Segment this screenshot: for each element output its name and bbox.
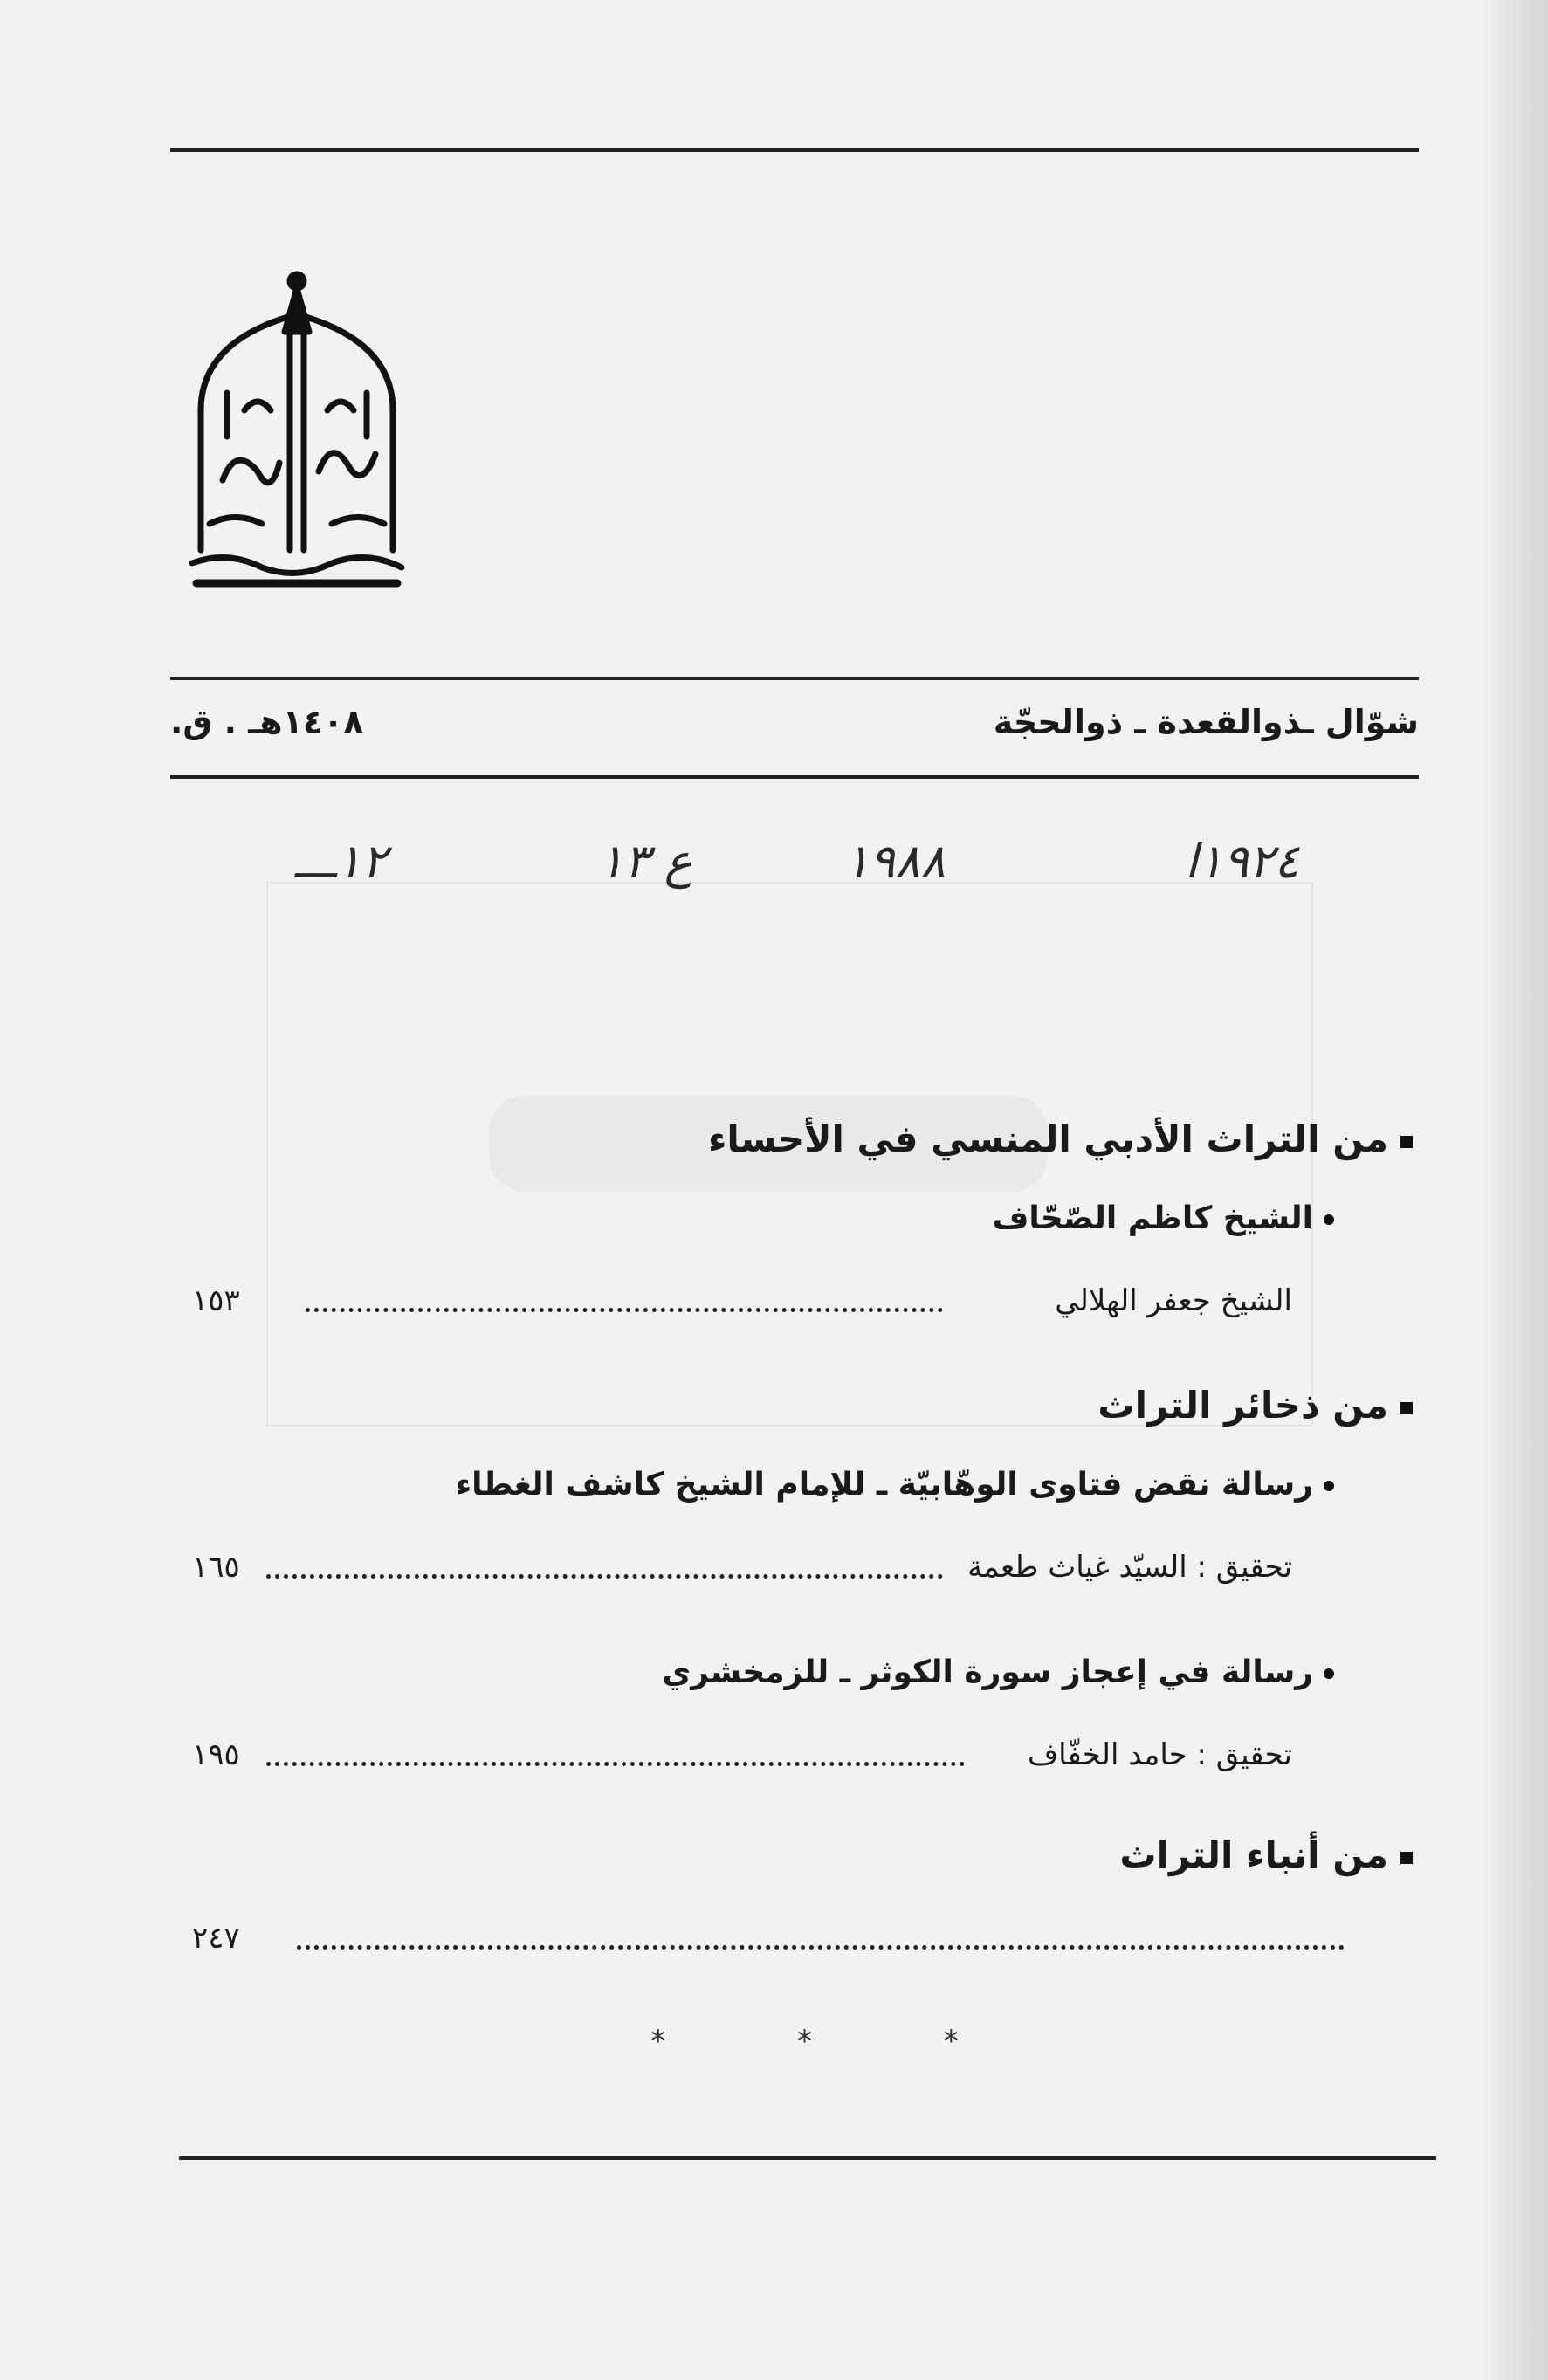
toc-entry-page: ٢٤٧ [192,1921,240,1956]
toc-section-heading: من التراث الأدبي المنسي في الأحساء [708,1118,1413,1160]
institution-logo-icon [175,262,419,594]
issue-year: ١٤٠٨هـ . ق. [170,703,364,741]
toc-entry-line [192,1737,1292,1781]
toc-entry-line [192,1550,1292,1593]
bottom-rule [179,2156,1436,2160]
toc-entry-author: الشيخ جعفر الهلالي [1055,1283,1292,1318]
toc-entry-author: تحقيق : حامد الخفّاف [1027,1737,1292,1772]
handwritten-year: ١٩٨٨ [843,834,946,889]
handwritten-issue: ع ١٣ [598,834,692,889]
dot-bullet-icon [1324,1481,1334,1491]
ornament-stars: * * * [650,2024,1020,2059]
dot-bullet-icon [1324,1214,1334,1225]
square-bullet-icon [1400,1136,1413,1148]
toc-leader-dots [266,1574,943,1579]
toc-entry-author: تحقيق : السيّد غياث طعمة [967,1550,1292,1585]
date-top-rule [170,677,1419,680]
square-bullet-icon [1400,1852,1413,1864]
toc-entry-page: ١٦٥ [192,1550,240,1585]
square-bullet-icon [1400,1402,1413,1414]
issue-date-row [170,703,1419,755]
handwritten-volume: ١٩٢٤ا [1184,834,1299,889]
toc-entry-title: رسالة نقض فتاوى الوهّابيّة ـ للإمام الشيخ كاشف الغطاء [456,1467,1334,1503]
toc-entry-title: الشيخ كاظم الصّحّاف [993,1200,1334,1236]
toc-entry-page: ١٥٣ [192,1283,240,1318]
toc-section-heading: من ذخائر التراث [1097,1384,1413,1427]
handwritten-code: ١٢ـــ [294,834,387,889]
toc-entry-line [192,1283,1292,1327]
top-rule [170,148,1419,152]
toc-leader-dots [306,1308,943,1312]
date-bottom-rule [170,775,1419,779]
toc-entry-title: رسالة في إعجاز سورة الكوثر ـ للزمخشري [662,1654,1334,1690]
toc-leader-dots [297,1945,1345,1950]
toc-section-heading: من أنباء التراث [1119,1833,1413,1876]
toc-entry-page: ١٩٥ [192,1737,240,1772]
issue-months: شوّال ـذوالقعدة ـ ذوالحجّة [993,703,1419,741]
dot-bullet-icon [1324,1668,1334,1679]
toc-leader-dots [266,1762,965,1766]
toc-entry-line [192,1921,1345,1964]
